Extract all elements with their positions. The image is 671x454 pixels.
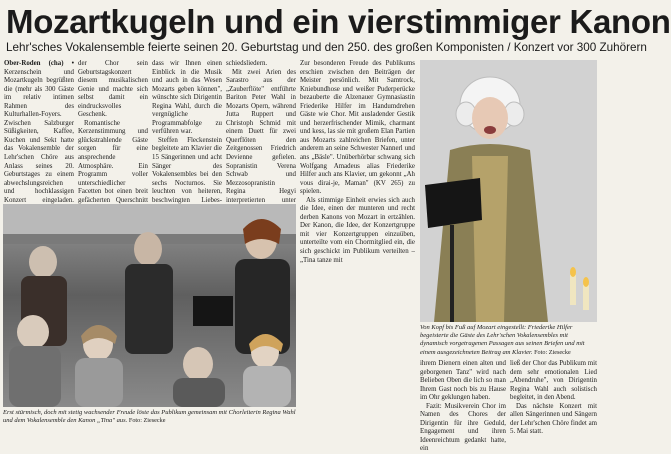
column-5-text: ihrem Dienern einen alten und geborgenen Tanz" wird nach Belieben Oben die lich so man Ihrem Gast noch bis zu Hause im Ohr geklungen haben. [420, 360, 506, 402]
choir-photo-caption-text: Erst stürmisch, doch mit stetig wachsender Freude löste das Publikum gemeinsam mit Chorleiterin Regina Wahl und dem Vokalensemble den Kanon „Tina" aus. [3, 409, 296, 425]
dateline: Ober-Roden (cha) • [4, 60, 74, 67]
mozart-photo-caption [420, 324, 597, 358]
article-column-1 [4, 60, 74, 202]
column-3-text: dass wir Ihnen einen Einblick in die Musik und auch in das Wesen Mozarts geben können", wünschte sich Dirigentin Regina Wahl, durch die vergnügliche Programmabfolge zu verführen war. [152, 60, 222, 136]
headline: Mozartkugeln und ein vierstimmiger Kanon [6, 3, 671, 40]
column-6-text-2: Das nächste Konzert mit allen Sängerinnen und Sängern der Lehr'schen Chöre findet am 5. Mai statt. [510, 402, 597, 436]
article-column-3 [152, 60, 222, 202]
choir-photo [3, 204, 296, 407]
article-column-4b [300, 60, 415, 405]
mozart-performer-photo [420, 60, 597, 322]
choir-photo-credit: Foto: Ziesecke [128, 417, 166, 425]
mozart-performer-illustration [420, 60, 597, 322]
article-column-2 [78, 60, 148, 202]
article-column-4 [226, 60, 296, 202]
column-2-text: der Chor sein Geburtstagskonzert diesem musikalischen Genie und machte sich selbst damit ein eindrucksvolles Geschenk. [78, 60, 148, 119]
column-4-text-3: Zur besonderen Freude des Publikums erschien zwischen den Beiträgen der Meister persönlich. Mit Samtrock, Kniebundhose und weißer Puderperücke bezauberte die Alzenauer Gymnasiastin Friederike Hilfer im Handumdrehen Gäste wie Chor. Mit ausladender Gestik und herzerfrischender Mimik, charmant und kess, las sie mit großem Elan Partien aus Mozarts zahlreichen Briefen, unter anderem an seine Schwester Nannerl und ans „Bäsle". Unüberhörbar schwang sich Wolfgang Amadeus alias Friederike Hilfer auch ans Klavier, um gekonnt „Ah vous dirai-je, Maman" (KV 265) zu spielen. [300, 60, 415, 196]
article-column-5 [420, 360, 506, 453]
article-column-6 [510, 360, 597, 436]
column-4-text-2: Mit zwei Arien des Sarastro aus der „Zauberflöte" entführte Bariton Peter Wahl in Mozarts Opern, während Jutta Ruppert und Christoph Schmid mit einem Duett für zwei Querflöten den Zeitgenossen Friedrich Devienne gefielen. Sopranistin Verena Schwab und Mezzosopranistin Regina Hegyi interpretierten unter [226, 68, 296, 204]
subheadline: Lehr'sches Vokalensemble feierte seinen 20. Geburtstag und den 250. des großen Komponisten / Konzert vor 300 Zuhörern [6, 41, 647, 54]
column-3-text-2: Steffen Fleckenstein begleitete am Klavier die 15 Sängerinnen und acht Sänger des Vokalensembles bei den sechs Nocturnos. Sie leuchten von heiteren, beschwingten Liebes- [152, 136, 222, 204]
column-6-text: ließ der Chor das Publikum mit dem sehr emotionalen Lied „Abendruhe", von Dirigentin Regina Wahl auch solistisch begleitet, in den Abend. [510, 360, 597, 402]
choir-photo-illustration [3, 204, 296, 407]
column-5-text-2: Fazit: Musikverein Chor im Namen des Chores der Dirigentin für ihre Geduld, Engagement und ihren Ideenreichtum gedankt hatte, ein [420, 402, 506, 453]
mozart-photo-caption-text: Von Kopf bis Fuß auf Mozart eingestellt: Friederike Hilfer begeisterte die Gäste des Lehr'schen Vokalensembles mit dynamisch vorgetragenen Passagen aus seinen Briefen und mit einem ausgezeichneten Beitrag am Klavier. [420, 324, 585, 356]
column-2-text-2: Romantische Kerzenstimmung und glückstrahlende Gäste sorgen für eine ansprechende Atmosphäre. Ein Programm voller unterschiedlicher Facetten bot einen breit gefächerten Querschnitt [78, 119, 148, 204]
mozart-photo-credit: Foto: Ziesecke [534, 348, 571, 356]
column-4-text-4: Als stimmige Einheit erwies sich auch die Idee, einen der munteren und recht derben Kanons von Mozart in ertzählen. Der Kanon, die Idee, der Konzertgruppe mit vier Konzertgruppen einzuüben, unterteilte vom ein Chormitglied ein, die sich geschickt im Publikum verteilten – „Tina tanze mit [300, 196, 415, 264]
column-1-text: Kerzenschein und Mozartkugeln begrüßten die (mehr als 300 Gäste im relativ intimen Rahmen des Kulturhallen-Foyers. Zwischen Salzburger Süßigkeiten, Kaffee, Kuchen und Sekt hatte das Vokalensemble der Lehr'schen Chöre aus Anlass seines 20. Geburtstages zu einem abwechslungsreichen und hochklassigen Konzert eingeladen. [4, 68, 74, 204]
choir-photo-caption [3, 409, 296, 429]
column-4-text: schiedsliedern. [226, 60, 268, 67]
